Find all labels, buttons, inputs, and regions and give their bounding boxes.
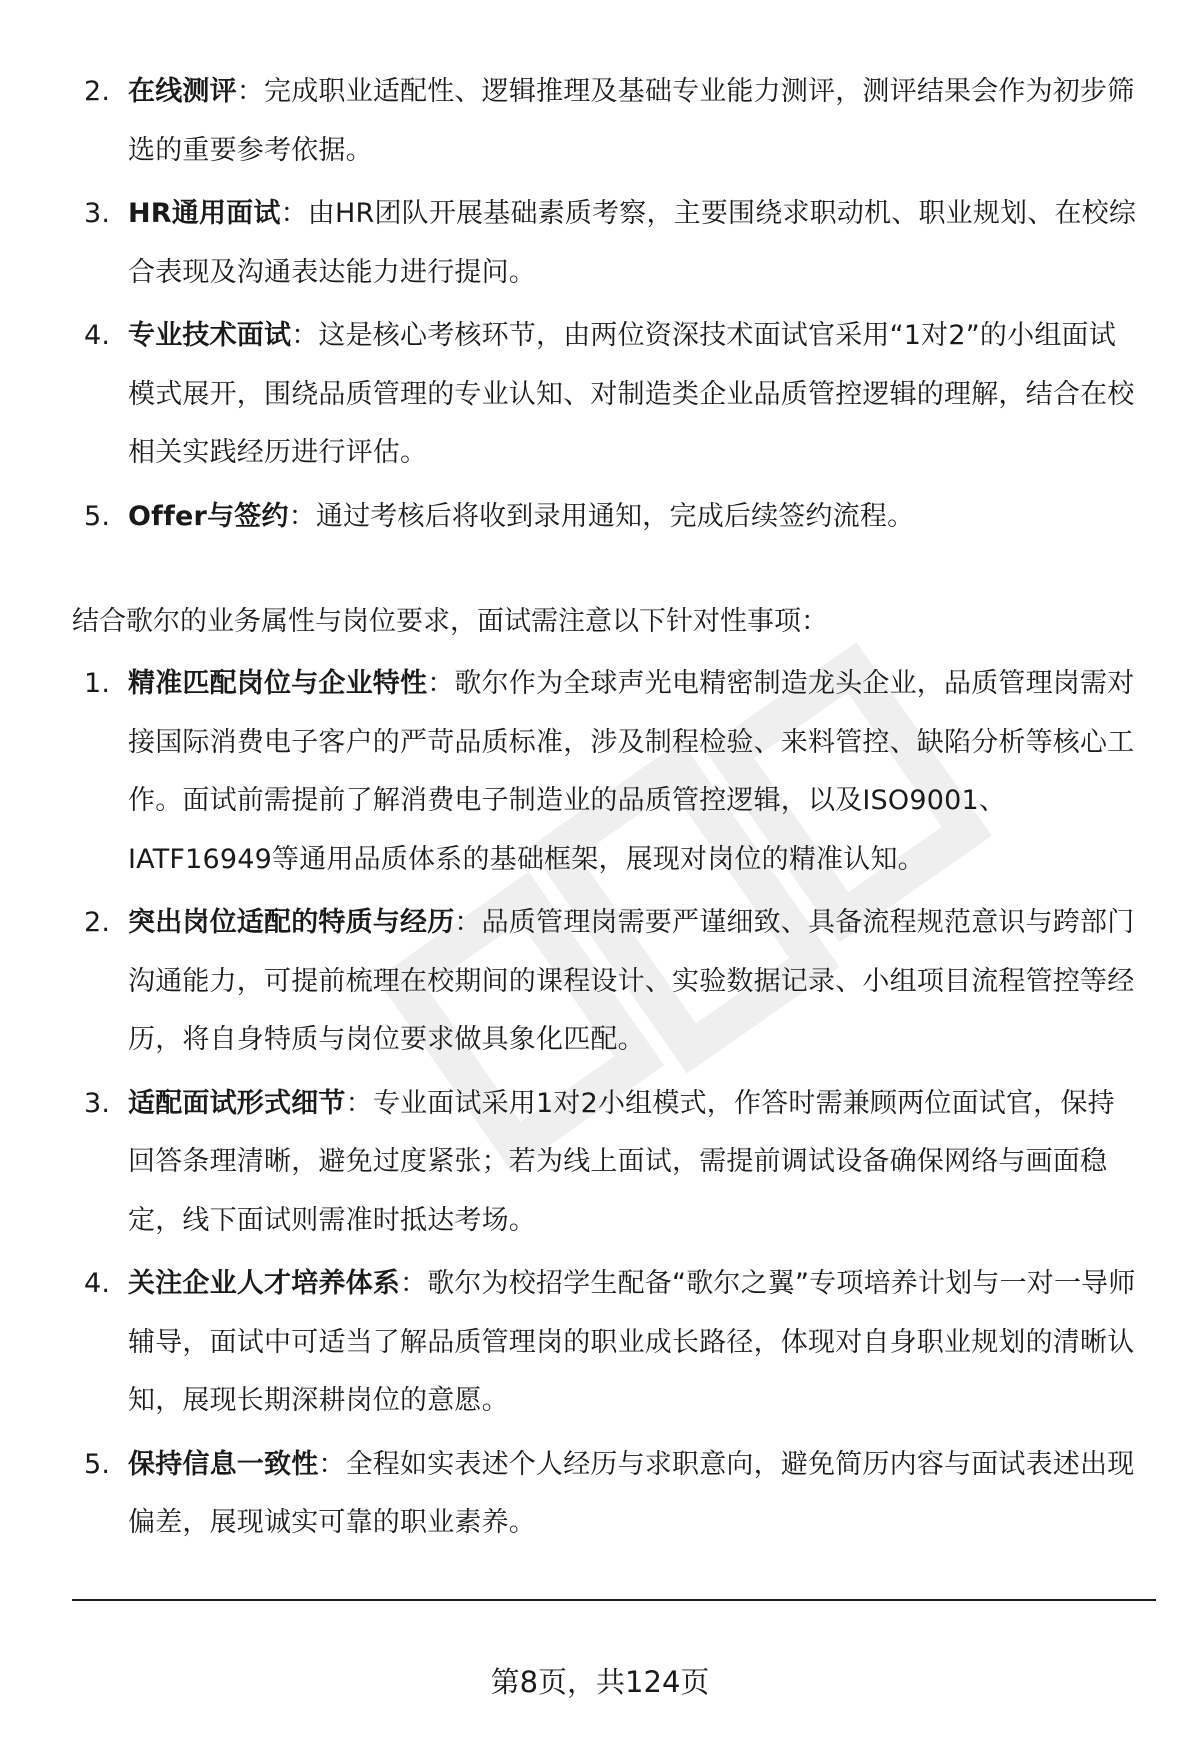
item-separator: ： bbox=[288, 500, 316, 532]
list-item bbox=[0, 63, 1200, 180]
item-separator: ： bbox=[400, 1268, 428, 1299]
interview-tips-list bbox=[0, 655, 1200, 1558]
item-text: 专业面试采用1对2小组模式，作答时需兼顾两位面试官，保持回答条理清晰，避免过度紧张；若为线上面试，需提前调试设备确保网络与画面稳定，线下面试则需准时抵达考场。 bbox=[128, 1087, 1115, 1236]
item-text: 歌尔作为全球声光电精密制造龙头企业，品质管理岗需对接国际消费电子客户的严苛品质标准，涉及制程检验、来料管控、缺陷分析等核心工作。面试前需提前了解消费电子制造业的品质管控逻辑，以及ISO9001、IATF16949等通用品质体系的基础框架，展现对岗位的精准认知。 bbox=[128, 668, 1135, 875]
item-number: 4. bbox=[84, 1268, 111, 1299]
page-number: 第8页，共124页 bbox=[490, 1665, 710, 1699]
list-item bbox=[0, 1436, 1200, 1553]
list-item bbox=[0, 1075, 1200, 1251]
item-separator: ： bbox=[345, 1087, 373, 1119]
section-intro: 结合歌尔的业务属性与岗位要求，面试需注意以下针对性事项： bbox=[72, 606, 828, 637]
item-number: 4. bbox=[84, 320, 111, 351]
item-term: 适配面试形式细节 bbox=[128, 1087, 346, 1119]
item-text: 歌尔为校招学生配备“歌尔之翼”专项培养计划与一对一导师辅导，面试中可适当了解品质管理岗的职业成长路径，体现对自身职业规划的清晰认知，展现长期深耕岗位的意愿。 bbox=[128, 1268, 1136, 1416]
item-number: 5. bbox=[84, 500, 111, 532]
recruitment-steps-list bbox=[0, 63, 1200, 551]
footer-divider bbox=[72, 1599, 1156, 1601]
item-number: 3. bbox=[84, 198, 111, 229]
list-item bbox=[0, 307, 1200, 483]
item-number: 2. bbox=[84, 76, 111, 107]
item-separator: ： bbox=[318, 1448, 346, 1480]
item-text: 由HR团队开展基础素质考察，主要围绕求职动机、职业规划、在校综合表现及沟通表达能力进行提问。 bbox=[128, 198, 1137, 288]
item-separator: ： bbox=[427, 668, 455, 699]
item-term: 关注企业人才培养体系 bbox=[128, 1268, 400, 1299]
item-term: 突出岗位适配的特质与经历 bbox=[128, 907, 455, 938]
item-term: HR通用面试 bbox=[128, 198, 281, 229]
item-separator: ： bbox=[236, 76, 265, 107]
item-separator: ： bbox=[280, 198, 308, 229]
item-number: 5. bbox=[84, 1448, 111, 1480]
list-item bbox=[0, 655, 1200, 889]
item-text: 全程如实表述个人经历与求职意向，避免简历内容与面试表述出现偏差，展现诚实可靠的职业素养。 bbox=[128, 1448, 1135, 1538]
item-number: 3. bbox=[84, 1087, 111, 1119]
item-term: 精准匹配岗位与企业特性 bbox=[128, 668, 428, 699]
list-item bbox=[0, 1255, 1200, 1431]
item-separator: ： bbox=[454, 907, 482, 938]
list-item bbox=[0, 894, 1200, 1070]
item-text: 完成职业适配性、逻辑推理及基础专业能力测评，测评结果会作为初步筛选的重要参考依据。 bbox=[128, 76, 1135, 166]
list-item bbox=[0, 185, 1200, 302]
item-term: 保持信息一致性 bbox=[128, 1448, 319, 1480]
list-item bbox=[0, 488, 1200, 547]
item-term: 专业技术面试 bbox=[128, 320, 292, 351]
item-separator: ： bbox=[291, 320, 319, 351]
item-term: 在线测评 bbox=[128, 76, 237, 107]
item-number: 1. bbox=[84, 668, 111, 699]
item-term: Offer与签约 bbox=[128, 500, 289, 532]
item-text: 通过考核后将收到录用通知，完成后续签约流程。 bbox=[315, 500, 915, 532]
item-text: 这是核心考核环节，由两位资深技术面试官采用“1对2”的小组面试模式展开，围绕品质管理的专业认知、对制造类企业品质管控逻辑的理解，结合在校相关实践经历进行评估。 bbox=[128, 320, 1135, 468]
item-number: 2. bbox=[84, 907, 111, 938]
item-text: 品质管理岗需要严谨细致、具备流程规范意识与跨部门沟通能力，可提前梳理在校期间的课程设计、实验数据记录、小组项目流程管控等经历，将自身特质与岗位要求做具象化匹配。 bbox=[128, 907, 1135, 1055]
